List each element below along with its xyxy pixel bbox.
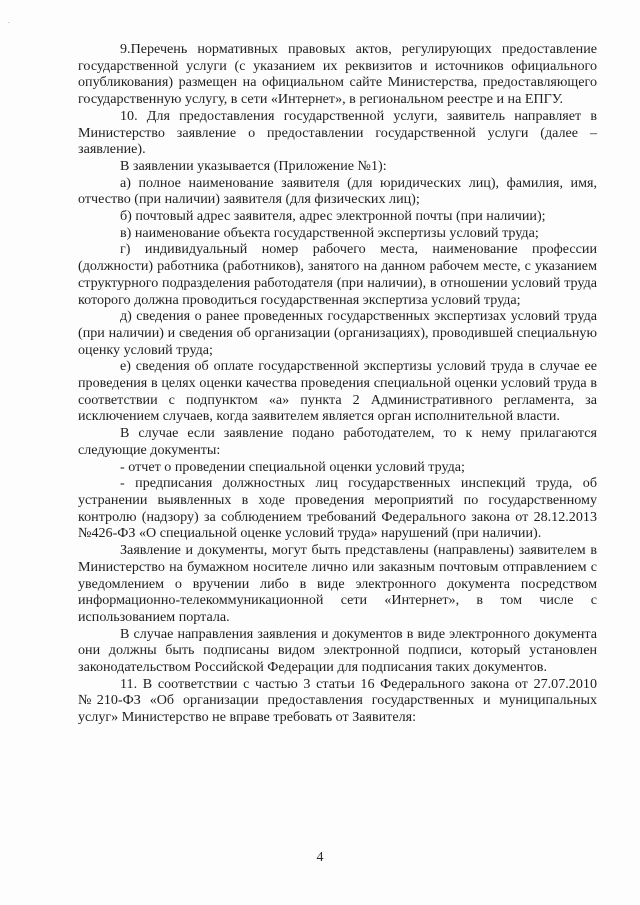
document-body [78, 41, 597, 726]
paragraph-10-application: 10. Для предоставления государственной услуги, заявитель направляет в Министерство заявление о предоставлении государственной услуги (далее – заявление). [78, 107, 597, 158]
scan-artifact-mark: . [8, 16, 10, 25]
paragraph-submission-methods: Заявление и документы, могут быть представлены (направлены) заявителем в Министерство на бумажном носителе лично или заказным почтовым отправлением с уведомлением о вручении либо в виде электронного документа посредством информационно-телекоммуникационной сети «Интернет», в том числе с использованием портала. [78, 542, 597, 625]
paragraph-electronic-signature: В случае направления заявления и документов в виде электронного документа они должны быть подписаны видом электронной подписи, который установлен законодательством Российской Федерации для подписания таких документов. [78, 625, 597, 676]
paragraph-9-legal-acts: 9.Перечень нормативных правовых актов, регулирующих предоставление государственной услуги (с указанием их реквизитов и источников официального опубликования) размещен на официальном сайте Министерства, предоставляющего государственную услугу, в сети «Интернет», в региональном реестре и на ЕПГУ. [78, 41, 597, 108]
list-item-g: г) индивидуальный номер рабочего места, наименование профессии (должности) работника (работников), занятого на данном рабочем месте, с указанием структурного подразделения работодателя (при наличии), в отношении условий труда которого должна проводиться государственная экспертиза условий труда; [78, 241, 597, 308]
paragraph-11-restrictions: 11. В соответствии с частью 3 статьи 16 Федерального закона от 27.07.2010 №210-ФЗ «Об организации предоставления государственных и муниципальных услуг» Министерство не вправе требовать от Заявителя: [78, 675, 597, 726]
paragraph-application-contents: В заявлении указывается (Приложение №1): [120, 157, 387, 174]
list-item-e: е) сведения об оплате государственной экспертизы условий труда в случае ее проведения в целях оценки качества проведения специальной оценки условий труда в соответствии с подпунктом «а» пункта 2 Административного регламента, за исключением случаев, когда заявителем является орган исполнительной власти. [78, 358, 597, 425]
paragraph-employer-documents: В случае если заявление подано работодателем, то к нему прилагаются следующие документы: [78, 425, 597, 458]
list-item-v: в) наименование объекта государственной экспертизы условий труда; [120, 224, 539, 241]
page-number: 4 [316, 850, 324, 865]
list-item-b: б) почтовый адрес заявителя, адрес электронной почты (при наличии); [120, 208, 546, 225]
list-item-prescriptions: - предписания должностных лиц государственных инспекций труда, об устранении выявленных в ходе проведения мероприятий по государственному контролю (надзору) за соблюдением требований Федерального закона от 28.12.2013 №426-ФЗ «О специальной оценке условий труда» нарушений (при наличии). [78, 475, 597, 542]
list-item-report: - отчет о проведении специальной оценки условий труда; [120, 458, 465, 475]
list-item-a: а) полное наименование заявителя (для юридических лиц), фамилия, имя, отчество (при наличии) заявителя (для физических лиц); [78, 174, 597, 208]
list-item-d: д) сведения о ранее проведенных государственных экспертизах условий труда (при наличии) и сведения об организации (организациях), проводившей специальную оценку условий труда; [78, 308, 597, 358]
